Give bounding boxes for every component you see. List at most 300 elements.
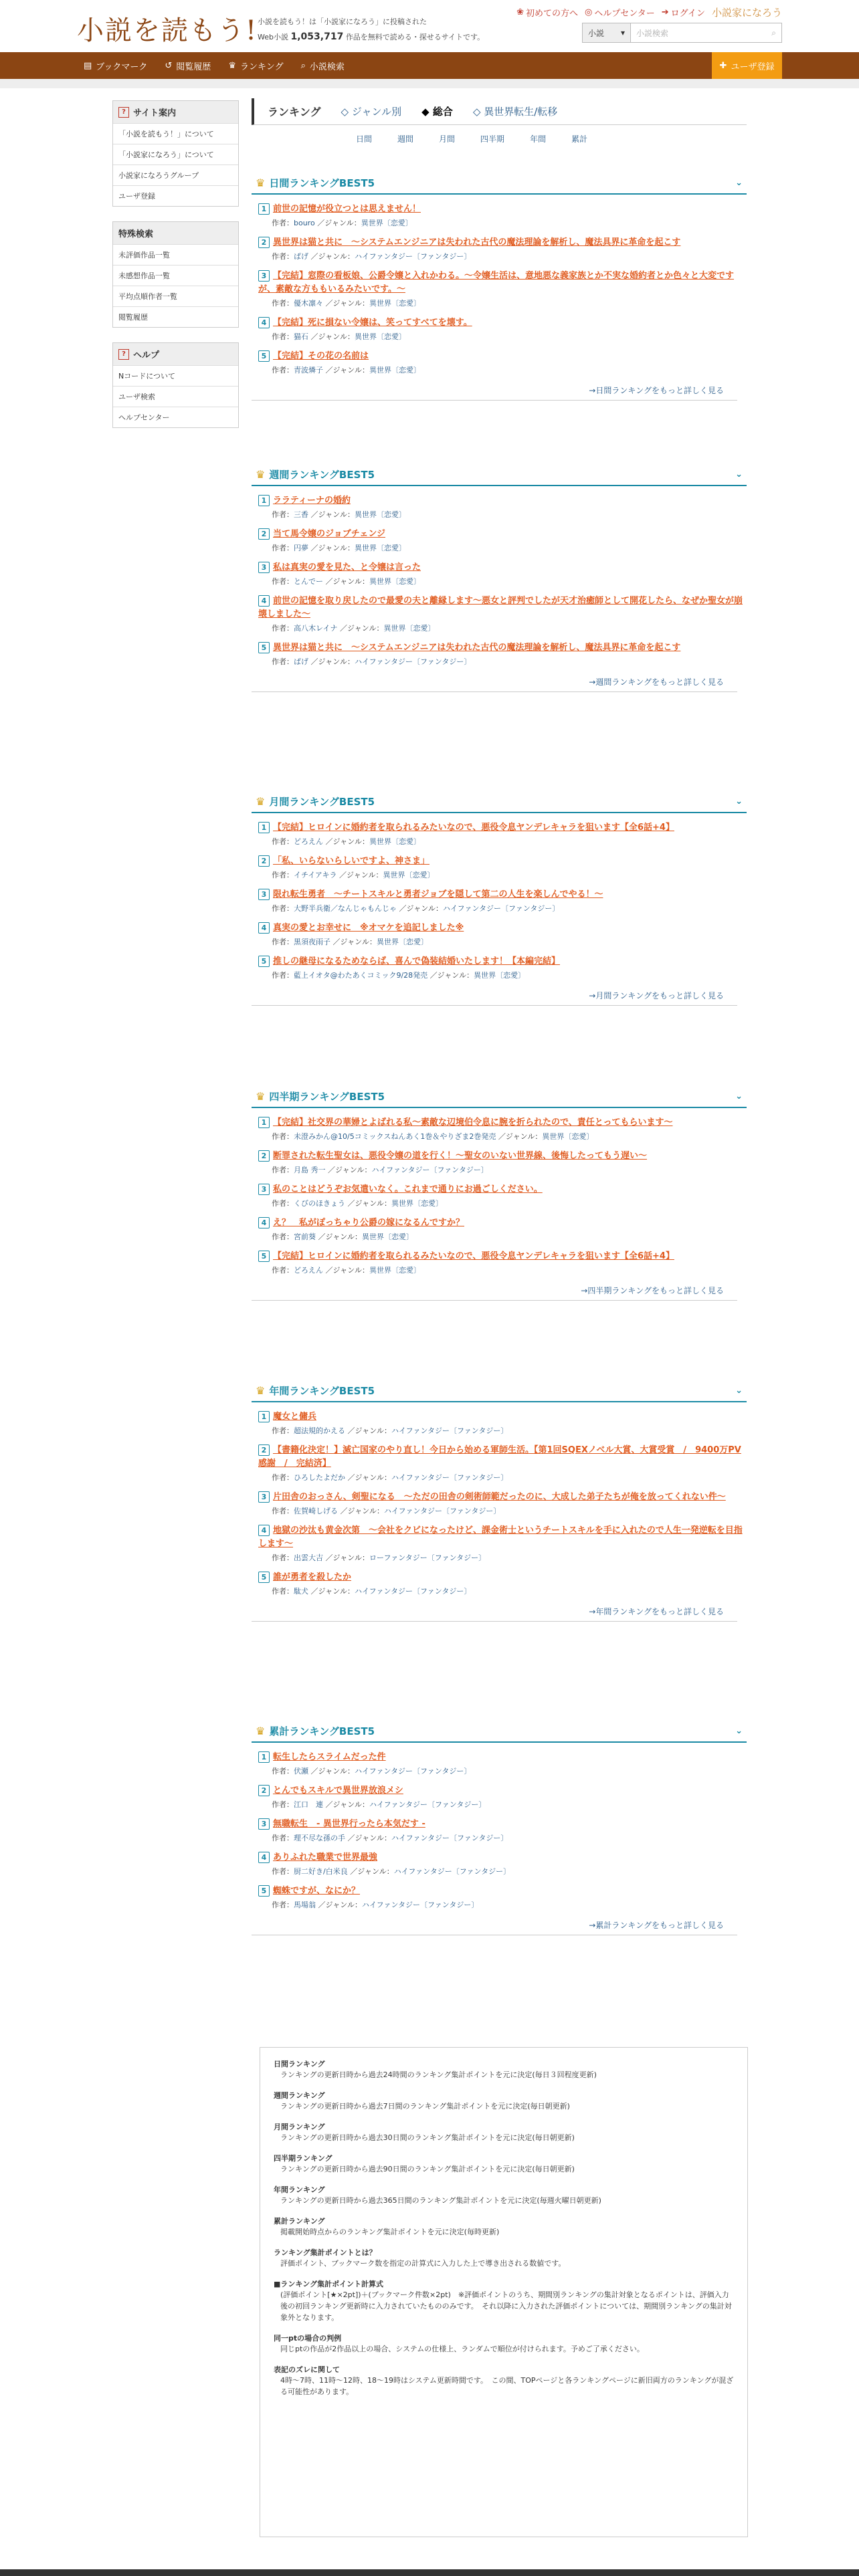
novel-title-link[interactable] bbox=[258, 1818, 747, 1831]
info-block bbox=[274, 2058, 734, 2080]
genre-link[interactable]: ハイファンタジー〔ファンタジー〕 bbox=[393, 1867, 511, 1876]
novel-title-link[interactable] bbox=[258, 1491, 747, 1504]
genre-label: ／ジャンル： bbox=[347, 1834, 392, 1842]
tagline-line2: 作品を無料で読める・探せるサイトです。 bbox=[345, 33, 485, 41]
special-search-title: 特殊検索 bbox=[113, 222, 238, 244]
rank-number: 3 bbox=[258, 1491, 270, 1503]
sidebar-item[interactable]: 小説家になろうグループ bbox=[113, 165, 238, 185]
more-ranking-link[interactable]: →四半期ランキングをもっと詳しく見る bbox=[252, 1285, 737, 1301]
genre-link[interactable]: ハイファンタジー〔ファンタジー〕 bbox=[391, 1834, 508, 1842]
author-link[interactable]: 高八木レイナ bbox=[294, 624, 338, 633]
ranking-item bbox=[252, 316, 747, 342]
genre-link[interactable]: 異世界〔恋愛〕 bbox=[369, 366, 421, 374]
novel-meta bbox=[258, 1472, 747, 1483]
ranking-item bbox=[252, 1410, 747, 1436]
info-body: ランキングの更新日時から過去24時間のランキング集計ポイントを元に決定(毎日３回程度更新) bbox=[280, 2070, 597, 2079]
rank-number: 4 bbox=[258, 317, 270, 328]
ranking-item bbox=[252, 955, 747, 980]
genre-link[interactable]: 異世界〔恋愛〕 bbox=[542, 1132, 594, 1141]
info-heading: 同一ptの場合の判例 bbox=[274, 2334, 342, 2343]
genre-link[interactable]: ハイファンタジー〔ファンタジー〕 bbox=[391, 1426, 508, 1435]
tab-weekly[interactable]: 週間 bbox=[397, 134, 414, 144]
novel-title: 真実の愛とお幸せに ※オマケを追記しました※ bbox=[273, 923, 464, 933]
rank-number: 4 bbox=[258, 1852, 270, 1863]
genre-link[interactable]: 異世界〔恋愛〕 bbox=[355, 332, 407, 341]
novel-title: 限れ転生勇者 ～チートスキルと勇者ジョブを隠して第二の人生を楽しんでやる！～ bbox=[273, 889, 603, 899]
rank-number: 4 bbox=[258, 922, 270, 934]
genre-link[interactable]: 異世界〔恋愛〕 bbox=[383, 624, 436, 633]
author-label: 作者： bbox=[272, 971, 294, 980]
genre-label: ／ジャンル： bbox=[340, 1507, 385, 1515]
more-ranking-link[interactable]: →週間ランキングをもっと詳しく見る bbox=[252, 676, 737, 692]
sidebar-item[interactable]: 「小説家になろう」について bbox=[113, 144, 238, 165]
nav-shadow-bar bbox=[0, 79, 859, 88]
site-guide-title: サイト案内 bbox=[133, 108, 177, 118]
author-label: 作者： bbox=[272, 332, 294, 341]
ranking-item bbox=[252, 203, 747, 228]
novel-title-link[interactable] bbox=[258, 1183, 747, 1196]
genre-label: ／ジャンル： bbox=[310, 510, 355, 519]
novel-count: 1,053,717 bbox=[290, 31, 344, 42]
author-link[interactable]: くびのほきょう bbox=[294, 1199, 345, 1208]
info-heading: ランキング集計ポイントとは？ bbox=[274, 2248, 377, 2257]
rank-number: 5 bbox=[258, 350, 270, 362]
narou-brand-link[interactable]: 小説家になろう bbox=[711, 7, 782, 19]
header bbox=[0, 0, 859, 52]
crown-icon: ♛ bbox=[256, 1089, 266, 1103]
novel-meta bbox=[258, 576, 747, 586]
rank-number: 2 bbox=[258, 528, 270, 540]
novel-title: 異世界は猫と共に ～システムエンジニアは失われた古代の魔法理論を解析し、魔法具界に革命を起こす bbox=[273, 237, 681, 247]
novel-title: 【完結】ヒロインに婚約者を取られるみたいなので、悪役令息ヤンデレキャラを狙います【全6話+4】 bbox=[273, 823, 674, 833]
question-icon: ? bbox=[118, 349, 129, 360]
more-ranking-link[interactable]: →累計ランキングをもっと詳しく見る bbox=[252, 1919, 737, 1935]
info-heading: 日間ランキング bbox=[274, 2060, 325, 2068]
author-link[interactable]: 黒須夜雨子 bbox=[294, 938, 330, 946]
genre-link[interactable]: ハイファンタジー〔ファンタジー〕 bbox=[355, 657, 472, 666]
genre-link[interactable]: 異世界〔恋愛〕 bbox=[369, 577, 421, 586]
sidebar-item[interactable]: 平均点順作者一覧 bbox=[113, 286, 238, 306]
top-links bbox=[516, 5, 782, 19]
novel-title-link[interactable] bbox=[258, 855, 747, 868]
novel-title-link[interactable] bbox=[258, 1524, 747, 1551]
novel-title: 前世の記憶を取り戻したので最愛の夫と離縁します～悪女と評判でしたが天才治癒師として開花したら、なぜか聖女が崩壊しました～ bbox=[258, 596, 743, 619]
info-block bbox=[274, 2121, 734, 2143]
author-link[interactable]: 駄犬 bbox=[294, 1587, 308, 1596]
author-link[interactable]: 超法規的かえる bbox=[294, 1426, 345, 1435]
info-heading: 月間ランキング bbox=[274, 2123, 325, 2131]
chevron-down-icon[interactable]: ⌄ bbox=[735, 469, 743, 479]
novel-title-link[interactable] bbox=[258, 561, 747, 574]
login-icon: ➔ bbox=[661, 7, 669, 17]
novel-title-link[interactable] bbox=[258, 1250, 747, 1263]
novel-meta bbox=[258, 1131, 747, 1142]
author-label: 作者： bbox=[272, 1266, 294, 1275]
ranking-item bbox=[252, 888, 747, 914]
author-link[interactable]: ぱげ bbox=[294, 657, 308, 666]
author-link[interactable]: ぱげ bbox=[294, 252, 308, 261]
author-label: 作者： bbox=[272, 544, 294, 552]
sidebar-item[interactable]: 「小説を読もう！」について bbox=[113, 123, 238, 144]
author-link[interactable]: 理不尽な孫の手 bbox=[294, 1834, 345, 1842]
ranking-section bbox=[252, 172, 747, 401]
info-heading: 年間ランキング bbox=[274, 2185, 325, 2194]
tab-isekai[interactable]: ◇ 異世界転生/転移 bbox=[472, 106, 558, 118]
search-bar bbox=[582, 23, 782, 43]
genre-link[interactable]: ローファンタジー〔ファンタジー〕 bbox=[369, 1553, 486, 1562]
ranking-section bbox=[252, 1380, 747, 1622]
more-ranking-link[interactable]: →月間ランキングをもっと詳しく見る bbox=[252, 990, 737, 1006]
link-first-visit[interactable] bbox=[516, 5, 578, 19]
novel-title-link[interactable] bbox=[258, 1751, 747, 1764]
novel-title: 【完結】窓際の看板娘、公爵令嬢と入れかわる。～令嬢生活は、意地悪な義家族とか不実な婚約者とか色々と大変ですが、素敵な方ももいるみたいです。～ bbox=[258, 271, 735, 294]
nav-search[interactable] bbox=[301, 60, 345, 72]
ranking-item bbox=[252, 595, 747, 633]
sidebar-item[interactable]: ヘルプセンター bbox=[113, 407, 238, 427]
genre-label: ／ジャンル： bbox=[317, 219, 361, 227]
section-header[interactable] bbox=[252, 1085, 747, 1108]
search-input[interactable] bbox=[631, 23, 781, 42]
novel-meta bbox=[258, 1198, 747, 1208]
author-link[interactable]: 三香 bbox=[294, 510, 308, 519]
novel-title: 前世の記憶が役立つとは思えません！ bbox=[273, 204, 421, 214]
info-heading: 表記のズレに関して bbox=[274, 2365, 340, 2374]
author-label: 作者： bbox=[272, 1767, 294, 1776]
help-title: ヘルプ bbox=[133, 350, 160, 360]
rank-number: 1 bbox=[258, 495, 270, 506]
page-title: ランキング bbox=[268, 106, 321, 118]
novel-title-link[interactable] bbox=[258, 1150, 747, 1163]
novel-title-link[interactable] bbox=[258, 1410, 747, 1424]
novel-meta bbox=[258, 903, 747, 914]
novel-meta bbox=[258, 1265, 747, 1275]
novel-title: 【完結】その花の名前は bbox=[273, 351, 369, 361]
section-header[interactable] bbox=[252, 172, 747, 195]
genre-label: ／ジャンル： bbox=[310, 1587, 355, 1596]
section-header[interactable] bbox=[252, 463, 747, 486]
genre-link[interactable]: 異世界〔恋愛〕 bbox=[377, 938, 429, 946]
ranking-item bbox=[252, 1250, 747, 1275]
novel-title-link[interactable] bbox=[258, 955, 747, 968]
rank-number: 3 bbox=[258, 562, 270, 573]
author-link[interactable]: 円夢 bbox=[294, 544, 308, 552]
novel-title: 私は真実の愛を見た、と令嬢は言った bbox=[273, 562, 421, 572]
novel-title-link[interactable] bbox=[258, 1116, 747, 1130]
genre-link[interactable]: 異世界〔恋愛〕 bbox=[361, 219, 413, 227]
author-label: 作者： bbox=[272, 219, 294, 227]
author-link[interactable]: 青波燐子 bbox=[294, 366, 323, 374]
author-label: 作者： bbox=[272, 938, 294, 946]
author-link[interactable]: 未澄みかん@10/5コミックスねんあく1巻＆やりざま2巻発売 bbox=[294, 1132, 496, 1141]
novel-title-link[interactable] bbox=[258, 1571, 747, 1584]
author-label: 作者： bbox=[272, 904, 294, 913]
novel-meta bbox=[258, 1899, 747, 1910]
chevron-down-icon[interactable]: ⌄ bbox=[735, 1385, 743, 1396]
genre-link[interactable]: ハイファンタジー〔ファンタジー〕 bbox=[355, 1767, 472, 1776]
section-header[interactable] bbox=[252, 790, 747, 813]
info-heading: ■ランキング集計ポイント計算式 bbox=[274, 2280, 384, 2288]
author-link[interactable]: 大野半兵衛／なんじゃもんじゃ bbox=[294, 904, 397, 913]
novel-title-link[interactable] bbox=[258, 350, 747, 363]
rank-number: 3 bbox=[258, 889, 270, 900]
genre-link[interactable]: 異世界〔恋愛〕 bbox=[369, 1266, 421, 1275]
author-link[interactable]: とんでー bbox=[294, 577, 323, 586]
section-header[interactable] bbox=[252, 1380, 747, 1402]
genre-label: ／ジャンル： bbox=[325, 1800, 370, 1809]
novel-meta bbox=[258, 1505, 747, 1516]
genre-link[interactable]: ハイファンタジー〔ファンタジー〕 bbox=[369, 1800, 486, 1809]
ranking-item bbox=[252, 236, 747, 261]
info-block bbox=[274, 2153, 734, 2175]
novel-title-link[interactable] bbox=[258, 1885, 747, 1898]
novel-meta bbox=[258, 936, 747, 947]
link-label: 初めての方へ bbox=[526, 9, 579, 19]
info-heading: 累計ランキング bbox=[274, 2217, 325, 2226]
genre-link[interactable]: 異世界〔恋愛〕 bbox=[369, 837, 421, 846]
ranking-tabs bbox=[252, 98, 747, 125]
site-logo[interactable]: 小説を読もう! bbox=[77, 15, 258, 46]
info-body: 掲載開始時点からのランキング集計ポイントを元に決定(毎時更新) bbox=[280, 2228, 500, 2236]
genre-link[interactable]: 異世界〔恋愛〕 bbox=[355, 544, 407, 552]
sidebar-item[interactable]: Nコードについて bbox=[113, 365, 238, 386]
novel-title-link[interactable] bbox=[258, 1444, 747, 1471]
novel-meta bbox=[258, 1586, 747, 1596]
genre-link[interactable]: ハイファンタジー〔ファンタジー〕 bbox=[384, 1507, 501, 1515]
genre-label: ／ジャンル： bbox=[399, 904, 444, 913]
rank-number: 4 bbox=[258, 595, 270, 607]
info-heading: 週間ランキング bbox=[274, 2091, 325, 2100]
genre-link[interactable]: ハイファンタジー〔ファンタジー〕 bbox=[355, 252, 472, 261]
search-type-value: 小説 bbox=[588, 28, 605, 38]
rank-number: 5 bbox=[258, 1251, 270, 1262]
info-block bbox=[274, 2364, 734, 2397]
help-icon: ◎ bbox=[585, 7, 593, 17]
novel-title-link[interactable] bbox=[258, 316, 747, 330]
novel-meta bbox=[258, 298, 747, 308]
novel-title: 【書籍化決定！】滅亡国家のやり直し！今日から始める軍師生活。【第1回SQEXノベル大賞、大賞受賞 / 9400万PV感謝 / 完結済】 bbox=[258, 1445, 741, 1469]
novel-title-link[interactable] bbox=[258, 922, 747, 935]
author-link[interactable]: どろえん bbox=[294, 837, 323, 846]
genre-link[interactable]: ハイファンタジー〔ファンタジー〕 bbox=[371, 1166, 488, 1174]
genre-link[interactable]: 異世界〔恋愛〕 bbox=[355, 510, 407, 519]
nav-label: 閲覧履歴 bbox=[176, 62, 211, 72]
author-link[interactable]: 厨二好き/白米良 bbox=[294, 1867, 348, 1876]
rank-number: 1 bbox=[258, 1117, 270, 1128]
genre-label: ／ジャンル： bbox=[430, 971, 474, 980]
genre-link[interactable]: 異世界〔恋愛〕 bbox=[391, 1199, 444, 1208]
chevron-down-icon[interactable]: ⌄ bbox=[735, 1091, 743, 1101]
nav-label: ブックマーク bbox=[96, 62, 148, 72]
author-link[interactable]: 優木凛々 bbox=[294, 299, 323, 308]
rank-number: 3 bbox=[258, 270, 270, 282]
author-link[interactable]: 馬場翁 bbox=[294, 1901, 316, 1909]
author-link[interactable]: 伏瀬 bbox=[294, 1767, 308, 1776]
genre-link[interactable]: 異世界〔恋愛〕 bbox=[474, 971, 526, 980]
ranking-item bbox=[252, 1116, 747, 1142]
novel-meta bbox=[258, 1765, 747, 1776]
novel-meta bbox=[258, 869, 747, 880]
genre-label: ／ジャンル： bbox=[325, 577, 370, 586]
info-body: ランキングの更新日時から過去30日間のランキング集計ポイントを元に決定(毎日朝更新) bbox=[280, 2133, 575, 2142]
sidebar-item[interactable]: 未感想作品一覧 bbox=[113, 265, 238, 286]
user-plus-icon: ✚ bbox=[719, 60, 727, 71]
info-body: ランキングの更新日時から過去7日間のランキング集計ポイントを元に決定(毎日朝更新) bbox=[280, 2102, 570, 2111]
genre-label: ／ジャンル： bbox=[325, 299, 370, 308]
tab-total[interactable]: ◆ 総合 bbox=[421, 106, 453, 118]
main-nav bbox=[0, 52, 859, 79]
section-title: 日間ランキングBEST5 bbox=[269, 177, 375, 189]
author-label: 作者： bbox=[272, 1473, 294, 1482]
tab-monthly[interactable]: 月間 bbox=[439, 134, 456, 144]
novel-title-link[interactable] bbox=[258, 1216, 747, 1230]
author-link[interactable]: bouro bbox=[294, 219, 315, 227]
search-icon: ⌕ bbox=[300, 60, 306, 71]
author-link[interactable]: 藍上イオタ@わたあくコミック9/28発売 bbox=[294, 971, 428, 980]
tab-cumulative[interactable]: 累計 bbox=[571, 134, 588, 144]
ranking-item bbox=[252, 1524, 747, 1563]
rank-number: 5 bbox=[258, 642, 270, 653]
novel-meta bbox=[258, 542, 747, 553]
sidebar bbox=[112, 100, 239, 443]
genre-label: ／ジャンル： bbox=[347, 1473, 392, 1482]
novel-title-link[interactable] bbox=[258, 236, 747, 249]
tab-quarterly[interactable]: 四半期 bbox=[480, 134, 505, 144]
more-ranking-link[interactable]: →年間ランキングをもっと詳しく見る bbox=[252, 1606, 737, 1622]
genre-label: ／ジャンル： bbox=[325, 1553, 370, 1562]
author-label: 作者： bbox=[272, 837, 294, 846]
sidebar-item[interactable]: 閲覧履歴 bbox=[113, 306, 238, 327]
crown-icon: ♛ bbox=[256, 794, 266, 808]
nav-ranking[interactable] bbox=[228, 60, 283, 72]
ranking-item bbox=[252, 821, 747, 847]
novel-title: とんでもスキルで異世界放浪メシ bbox=[273, 1786, 403, 1796]
link-login[interactable] bbox=[662, 5, 705, 19]
author-link[interactable]: ひろしたよだか bbox=[294, 1473, 345, 1482]
register-button[interactable] bbox=[712, 52, 782, 79]
ranking-item bbox=[252, 1444, 747, 1483]
ranking-item bbox=[252, 1818, 747, 1843]
chevron-down-icon[interactable]: ⌄ bbox=[735, 1725, 743, 1736]
genre-link[interactable]: ハイファンタジー〔ファンタジー〕 bbox=[391, 1473, 508, 1482]
ranking-item bbox=[252, 1571, 747, 1596]
author-label: 作者： bbox=[272, 624, 294, 633]
genre-label: ／ジャンル： bbox=[325, 837, 370, 846]
section-title: 週間ランキングBEST5 bbox=[269, 468, 375, 481]
info-body: 4時〜7時、11時〜12時、18〜19時はシステム更新時間です。 この間、TOPページと各ランキングページに新旧両方のランキングが混ざる可能性があります。 bbox=[280, 2376, 734, 2396]
sidebar-item[interactable]: ユーザ検索 bbox=[113, 386, 238, 407]
tab-yearly[interactable]: 年間 bbox=[530, 134, 547, 144]
sidebar-item[interactable]: 未評価作品一覧 bbox=[113, 244, 238, 265]
search-icon[interactable]: ⌕ bbox=[771, 27, 776, 37]
sidebar-item[interactable]: ユーザ登録 bbox=[113, 185, 238, 206]
novel-title-link[interactable] bbox=[258, 641, 747, 655]
author-label: 作者： bbox=[272, 577, 294, 586]
novel-title-link[interactable] bbox=[258, 1851, 747, 1864]
help-box bbox=[112, 342, 239, 428]
genre-link[interactable]: ハイファンタジー〔ファンタジー〕 bbox=[355, 1587, 472, 1596]
ranking-section bbox=[252, 1085, 747, 1301]
genre-label: ／ジャンル： bbox=[498, 1132, 543, 1141]
genre-link[interactable]: 異世界〔恋愛〕 bbox=[362, 1232, 414, 1241]
novel-title-link[interactable] bbox=[258, 494, 747, 508]
author-link[interactable]: 猫石 bbox=[294, 332, 308, 341]
author-link[interactable]: 宮前葵 bbox=[294, 1232, 316, 1241]
sprout-icon: ❀ bbox=[516, 7, 524, 17]
author-link[interactable]: 江口 連 bbox=[294, 1800, 323, 1809]
novel-title-link[interactable] bbox=[258, 888, 747, 901]
genre-link[interactable]: ハイファンタジー〔ファンタジー〕 bbox=[362, 1901, 479, 1909]
rank-number: 3 bbox=[258, 1184, 270, 1195]
info-body: 同じptの作品が2作品以上の場合、システムの仕様上、ランダムで順位が付けられます。予めご了承ください。 bbox=[280, 2345, 644, 2353]
chevron-down-icon[interactable]: ⌄ bbox=[735, 177, 743, 188]
novel-title: 魔女と傭兵 bbox=[273, 1412, 317, 1422]
author-link[interactable]: どろえん bbox=[294, 1266, 323, 1275]
search-type-select[interactable] bbox=[583, 23, 631, 42]
novel-title: 無職転生 - 異世界行ったら本気だす - bbox=[273, 1819, 425, 1829]
section-title: 累計ランキングBEST5 bbox=[269, 1725, 375, 1737]
genre-link[interactable]: 異世界〔恋愛〕 bbox=[369, 299, 421, 308]
genre-label: ／ジャンル： bbox=[310, 1767, 355, 1776]
novel-meta bbox=[258, 836, 747, 847]
rank-number: 1 bbox=[258, 203, 270, 215]
nav-bookmark[interactable] bbox=[84, 60, 147, 72]
info-block bbox=[274, 2090, 734, 2112]
link-help-center[interactable] bbox=[585, 5, 655, 19]
novel-title-link[interactable] bbox=[258, 528, 747, 541]
ranking-item bbox=[252, 1150, 747, 1175]
novel-title-link[interactable] bbox=[258, 1784, 747, 1798]
genre-link[interactable]: 異世界〔恋愛〕 bbox=[383, 871, 435, 879]
novel-meta bbox=[258, 656, 747, 667]
author-link[interactable]: 佐賀崎しげる bbox=[294, 1507, 338, 1515]
section-title: 年間ランキングBEST5 bbox=[269, 1384, 375, 1397]
chevron-down-icon[interactable]: ⌄ bbox=[735, 796, 743, 807]
section-title: 月間ランキングBEST5 bbox=[269, 795, 375, 808]
author-label: 作者： bbox=[272, 1800, 294, 1809]
section-title: 四半期ランキングBEST5 bbox=[269, 1090, 385, 1103]
novel-meta bbox=[258, 331, 747, 342]
novel-meta bbox=[258, 1866, 747, 1876]
novel-title-link[interactable] bbox=[258, 203, 747, 216]
ranking-item bbox=[252, 1885, 747, 1910]
novel-title-link[interactable] bbox=[258, 595, 747, 621]
rank-number: 4 bbox=[258, 1525, 270, 1536]
ranking-item bbox=[252, 350, 747, 375]
novel-title-link[interactable] bbox=[258, 270, 747, 296]
author-link[interactable]: 月島 秀一 bbox=[294, 1166, 326, 1174]
nav-history[interactable] bbox=[165, 60, 211, 72]
info-block bbox=[274, 2333, 734, 2355]
tab-daily[interactable]: 日間 bbox=[356, 134, 373, 144]
novel-title: え？ 私がぽっちゃり公爵の嫁になるんですか？ bbox=[273, 1218, 465, 1228]
genre-label: ／ジャンル： bbox=[325, 366, 370, 374]
tagline-line1: 小説を読もう！は「小説家になろう」に投稿された bbox=[258, 17, 427, 26]
novel-title-link[interactable] bbox=[258, 821, 747, 835]
novel-meta bbox=[258, 509, 747, 520]
genre-label: ／ジャンル： bbox=[347, 1199, 392, 1208]
novel-meta bbox=[258, 251, 747, 261]
rank-number: 2 bbox=[258, 1444, 270, 1456]
ranking-item bbox=[252, 922, 747, 947]
rank-number: 5 bbox=[258, 956, 270, 967]
genre-link[interactable]: ハイファンタジー〔ファンタジー〕 bbox=[443, 904, 560, 913]
more-ranking-link[interactable]: →日間ランキングをもっと詳しく見る bbox=[252, 385, 737, 401]
section-header[interactable] bbox=[252, 1720, 747, 1743]
ranking-item bbox=[252, 1216, 747, 1242]
author-link[interactable]: 出雲大吉 bbox=[294, 1553, 323, 1562]
author-link[interactable]: イチイアキラ bbox=[294, 871, 337, 879]
tab-genre[interactable]: ◇ ジャンル別 bbox=[341, 106, 402, 118]
